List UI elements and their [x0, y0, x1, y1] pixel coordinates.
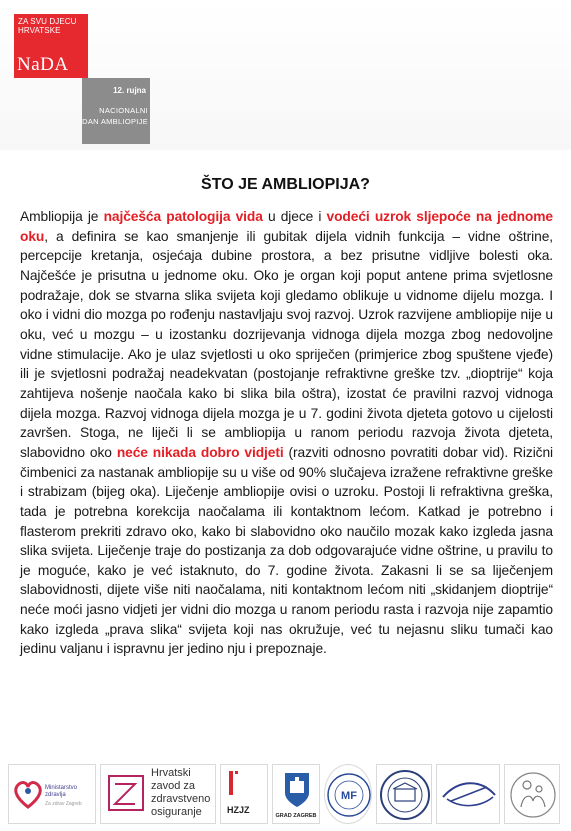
hzzo-logo	[100, 764, 216, 824]
svg-text:MF: MF	[341, 790, 357, 802]
body-text-1: Ambliopija je	[20, 209, 104, 224]
gz-name: GRAD ZAGREB	[275, 813, 317, 819]
eye-icon	[437, 765, 500, 824]
grad-zagreb-logo	[272, 764, 320, 824]
event-badge	[82, 78, 150, 144]
ministry-logo	[8, 764, 96, 824]
family-icon	[505, 765, 560, 824]
body-text-4: (razviti odnosno povratiti dobar vid). Rizični čimbenici za nastanak ambliopije su u više od 90% slučajeva izražene refraktivne greške i strabizam (bijeg oka). Liječenje ambliopije ovisi o uzroku. Postoji li refraktivna greška, tada je potrebna korekcija naočalama ili kontaktnom lećom. Katkad je potrebno i flasterom prekriti zdravo oko, kako bi slabovidno oko naučilo mozak kako izgleda jasna slika svijeta. Liječenje traje do postizanja za dob odgovarajuće vidne oštrine, u pravilu to je moguće, kako je već istaknuto, do 7. godine života. Zakasni li se sa liječenjem slabovidnosti, dijete više niti naočalama, niti kontaktnom lećom niti „skidanjem dioptrije“ neće moći jasno vidjeti jer vidni dio mozga u ranom periodu rasta i razvoja nije zapamtio kako izgleda „prava slika“ svijeta koji nas okružuje, već tu nejasnu sliku tumači kao jedinu valjanu i ispravnu jer jedino nju i prepoznaje.	[20, 444, 553, 657]
ministry-name: Ministarstvo zdravlja	[45, 785, 78, 798]
highlight-never-see: neće nikada dobro vidjeti	[116, 444, 284, 460]
page-title: ŠTO JE AMBLIOPIJA?	[201, 176, 370, 193]
body-text-3: , a definira se kao smanjenje ili gubitak dijela vidnih funkcija – vidne oštrine, percepcije kretanja, osjećaja dubine prostora, a bez prisutne vidljive bolesti oka. Najčešće je prisutna u jednome oku. Oko je organ koji poput antene prima svjetlosne podražaje, dok se stvarna slika svijeta koji gledamo oblikuje u vidnome dijelu mozga. I oko i vidni dio mozga po rođenju nastavljaju svoj razvoj. Uzrok razvijene ambliopije nije u oku, već u mozgu – u izostanku dozrijevanja vidnoga dijela mozga zbog nedovoljne vidne stimulacije. Ako je ulaz svjetlosti u oko spriječen (primjerice zbog spuštene vjeđe) ili je svjetlosni podražaj neadekvatan (postojanje refraktivne greške tzv. „dioptrije“ koja zahtijeva nošenje naočala kako bi slika bila oštra), izostat će pravilni razvoj vidnoga dijela mozga. Razvoj vidnoga dijela mozga je u 7. godini života djeteta gotovo u cijelosti završen. Stoga, ne liječi li se ambliopija u ranom periodu razvoja života djeteta, slabovidno oko	[20, 228, 553, 460]
building-seal-icon	[377, 765, 432, 824]
heart-icon	[13, 777, 43, 811]
medical-faculty-logo	[324, 764, 372, 824]
hzzo-name: Hrvatski zavod za zdravstveno osiguranje	[151, 767, 211, 818]
logo-name: NaDA	[17, 54, 69, 75]
faculty-seal-icon	[325, 765, 372, 824]
eye-logo	[436, 764, 500, 824]
highlight-leading-cause: vodeći uzrok sljepoće na jednome oku	[20, 209, 554, 244]
event-date: 12. rujna	[113, 86, 146, 95]
event-name: NACIONALNI DAN AMBLIOPIJE	[82, 106, 148, 126]
zagreb-coat-of-arms-icon	[282, 769, 312, 809]
hzjz-flag-icon	[227, 769, 247, 799]
hzjz-logo	[220, 764, 268, 824]
ministry-sub: Za zdrav Zagreb	[45, 801, 82, 807]
nada-logo	[14, 14, 88, 78]
family-logo	[504, 764, 560, 824]
hzzo-emblem-icon	[107, 774, 147, 814]
body-text-2: u djece i	[262, 209, 327, 224]
logo-tagline: ZA SVU DJECU HRVATSKE	[18, 17, 77, 35]
society-seal-logo	[376, 764, 432, 824]
hzjz-name: HZJZ	[227, 805, 250, 815]
body-paragraph	[20, 207, 553, 659]
highlight-most-common: najčešća patologija vida	[103, 209, 263, 224]
partner-logos	[0, 764, 571, 826]
